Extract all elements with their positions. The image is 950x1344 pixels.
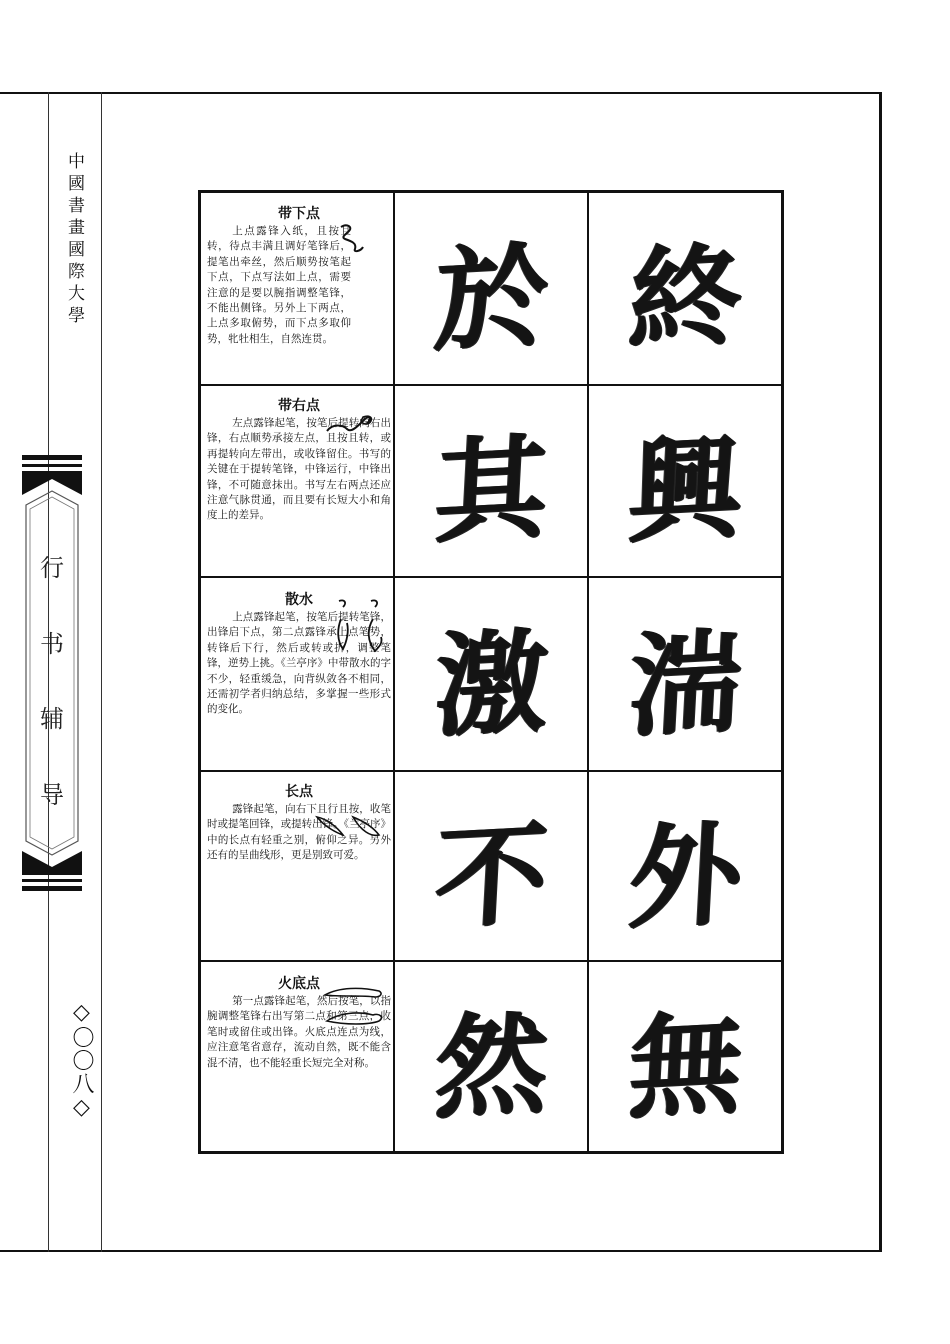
stroke-note-title: 散水 bbox=[285, 592, 313, 608]
stroke-diagram-icon bbox=[313, 811, 383, 841]
calligraphy-character: 於 bbox=[431, 229, 552, 367]
course-title-char: 行 bbox=[40, 554, 64, 582]
calligraphy-character: 激 bbox=[431, 615, 552, 753]
calligraphy-character: 外 bbox=[625, 807, 746, 945]
stroke-note-title: 长点 bbox=[285, 784, 313, 800]
row-divider bbox=[201, 384, 781, 386]
stroke-diagram-icon bbox=[321, 985, 387, 1033]
row-divider bbox=[201, 770, 781, 772]
page-number: ◇〇〇八◇ bbox=[69, 1000, 94, 1121]
calligraphy-character: 其 bbox=[431, 421, 552, 559]
stroke-note-title: 火底点 bbox=[278, 976, 320, 992]
column-divider bbox=[393, 193, 395, 1151]
stroke-note-body: 露锋起笔，向右下且行且按，收笔时或提笔回锋，或提转出锋。《兰亭序》中的长点有轻重之别，俯仰之异。另外还有的呈曲线形，更是别致可爱。 bbox=[207, 803, 391, 862]
calligraphy-character: 不 bbox=[431, 807, 552, 945]
calligraphy-character: 湍 bbox=[625, 615, 746, 753]
stroke-diagram-icon bbox=[335, 221, 369, 255]
stroke-note-title: 带下点 bbox=[278, 206, 320, 222]
calligraphy-table bbox=[198, 190, 784, 1154]
stroke-note-body: 左点露锋起笔，按笔后提转向右出锋，右点顺势承接左点，且按且转，或再提转向左带出，或收锋留住。书写的关键在于提转笔锋，中锋运行，中锋出锋，不可随意抹出。书写左右两点还应注意气脉贯通，而且要有长短大小和角度上的差异。 bbox=[207, 417, 391, 522]
row-divider bbox=[201, 576, 781, 578]
course-title-char: 导 bbox=[40, 780, 64, 809]
stroke-note-body: 第一点露锋起笔，然后按笔，以指腕调整笔锋右出写第二点和第三点，收笔时或留住或出锋。火底点连点为线，应注意笔省意存，流动自然，既不能含混不清，也不能轻重长短完全对称。 bbox=[207, 995, 391, 1069]
course-title-char: 书 bbox=[40, 629, 64, 658]
spine-line-right bbox=[101, 92, 102, 1252]
calligraphy-character: 興 bbox=[625, 421, 746, 559]
course-title-char: 辅 bbox=[40, 705, 64, 734]
calligraphy-character: 無 bbox=[625, 997, 746, 1135]
calligraphy-character: 終 bbox=[625, 229, 746, 367]
school-name: 中國書畫國際大學 bbox=[64, 152, 84, 328]
stroke-note-body: 上点露锋起笔，按笔后提转笔锋，出锋启下点，第二点露锋承上点笔势，转锋后下行，然后或转或折，调整笔锋，逆势上挑。《兰亭序》中带散水的字不少，轻重缓急，向背纵敛各不相同，还需初学者归纳总结，多掌握一些形式的变化。 bbox=[207, 611, 391, 716]
course-title bbox=[22, 548, 82, 810]
calligraphy-character: 然 bbox=[431, 997, 552, 1135]
stroke-diagram-icon bbox=[323, 413, 375, 437]
stroke-diagram-icon bbox=[331, 597, 387, 655]
stroke-note-title: 带右点 bbox=[278, 398, 320, 414]
stroke-note-body: 上点露锋入纸，且按且转，待点丰满且调好笔锋后，提笔出牵丝，然后顺势按笔起下点，下点写法如上点，需要注意的是要以腕指调整笔锋，不能出侧锋。另外上下两点，上点多取俯势，而下点多取仰势，牝牡相生，自然连贯。 bbox=[207, 225, 351, 345]
column-divider bbox=[587, 193, 589, 1151]
